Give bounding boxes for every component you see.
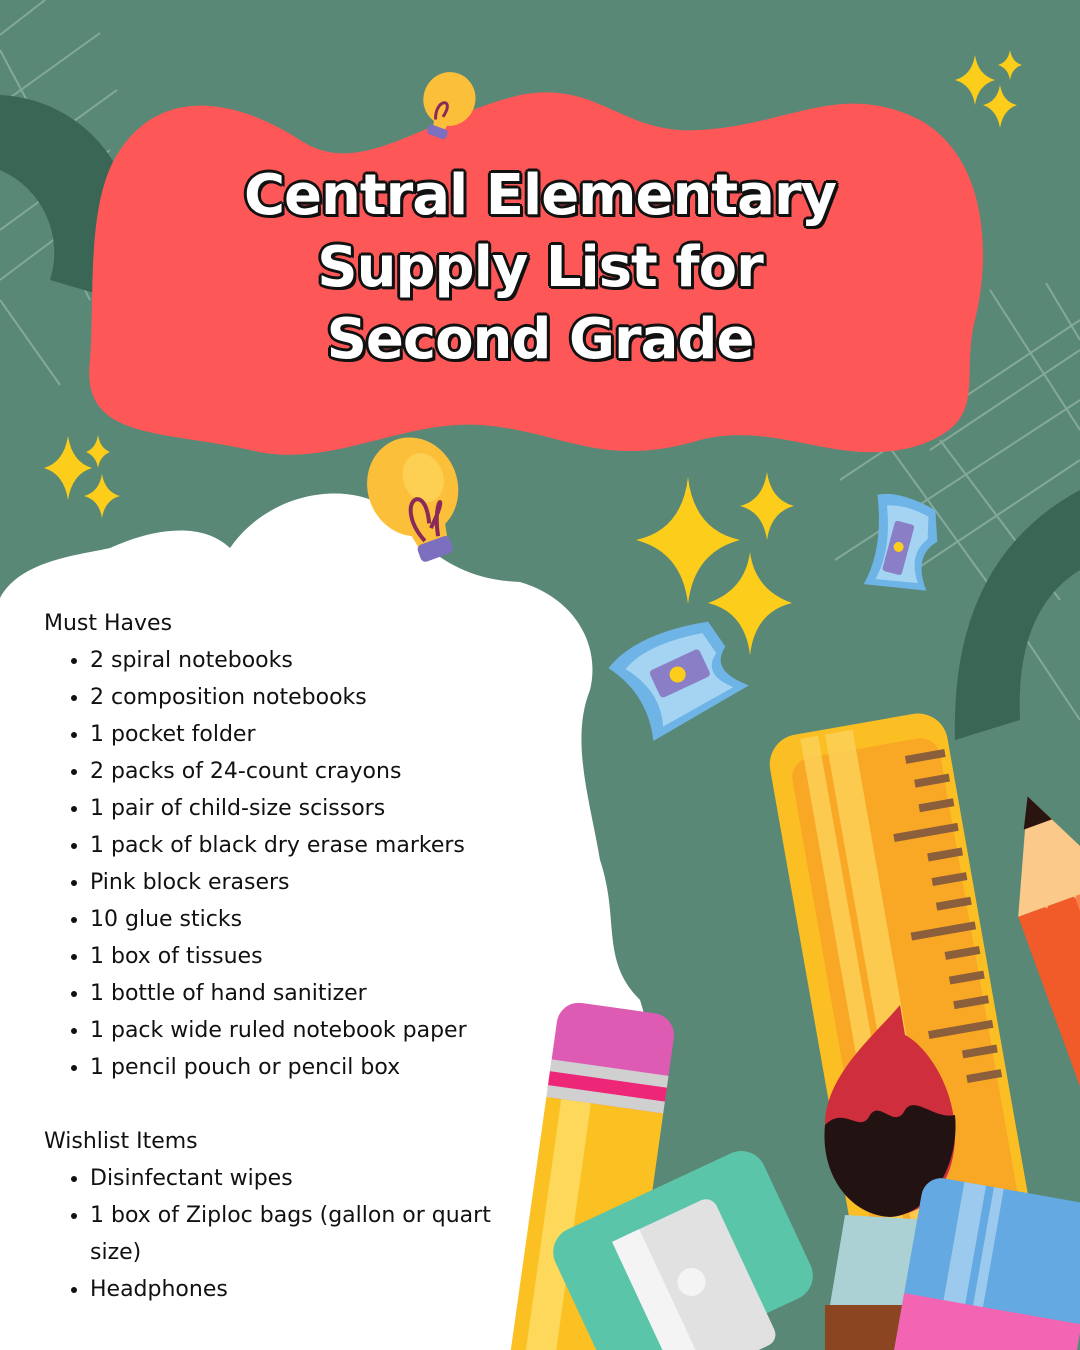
- list-item: • 2 composition notebooks: [90, 679, 504, 716]
- section-heading: Wishlist Items: [44, 1129, 198, 1154]
- section-spacer: [44, 1086, 504, 1124]
- arc-right: [955, 490, 1080, 740]
- list-item: • 1 pencil pouch or pencil box: [90, 1049, 504, 1086]
- list-item: • 1 pack of black dry erase markers: [90, 827, 504, 864]
- list-item: • Headphones: [90, 1271, 504, 1308]
- list-item: • 10 glue sticks: [90, 901, 504, 938]
- title-line-2: Supply List for: [317, 235, 763, 300]
- pencil-sharpener-icon-2: [604, 608, 753, 745]
- list-item: • 2 packs of 24-count crayons: [90, 753, 504, 790]
- list-item: • Disinfectant wipes: [90, 1160, 504, 1197]
- must-haves-list: [44, 642, 504, 1086]
- list-item: • 1 box of Ziploc bags (gallon or quart size): [90, 1197, 504, 1271]
- wishlist-list: [44, 1160, 504, 1308]
- pencil-sharpener-icon-1: [854, 490, 948, 600]
- sparkles-left: [44, 435, 120, 518]
- page-title: [140, 160, 940, 376]
- list-item: • 1 pair of child-size scissors: [90, 790, 504, 827]
- list-item: • 1 bottle of hand sanitizer: [90, 975, 504, 1012]
- list-item: • 1 pocket folder: [90, 716, 504, 753]
- section-must-haves: [44, 606, 504, 1086]
- section-wishlist: [44, 1124, 504, 1308]
- supply-list: [44, 606, 504, 1308]
- list-item: • Pink block erasers: [90, 864, 504, 901]
- section-heading: Must Haves: [44, 611, 173, 636]
- sparkles-middle: [636, 472, 794, 655]
- title-line-3: Second Grade: [326, 307, 754, 372]
- list-item: • 1 box of tissues: [90, 938, 504, 975]
- list-item: • 2 spiral notebooks: [90, 642, 504, 679]
- title-line-1: Central Elementary: [243, 163, 837, 228]
- list-item: • 1 pack wide ruled notebook paper: [90, 1012, 504, 1049]
- sparkles-top-right: [955, 50, 1022, 128]
